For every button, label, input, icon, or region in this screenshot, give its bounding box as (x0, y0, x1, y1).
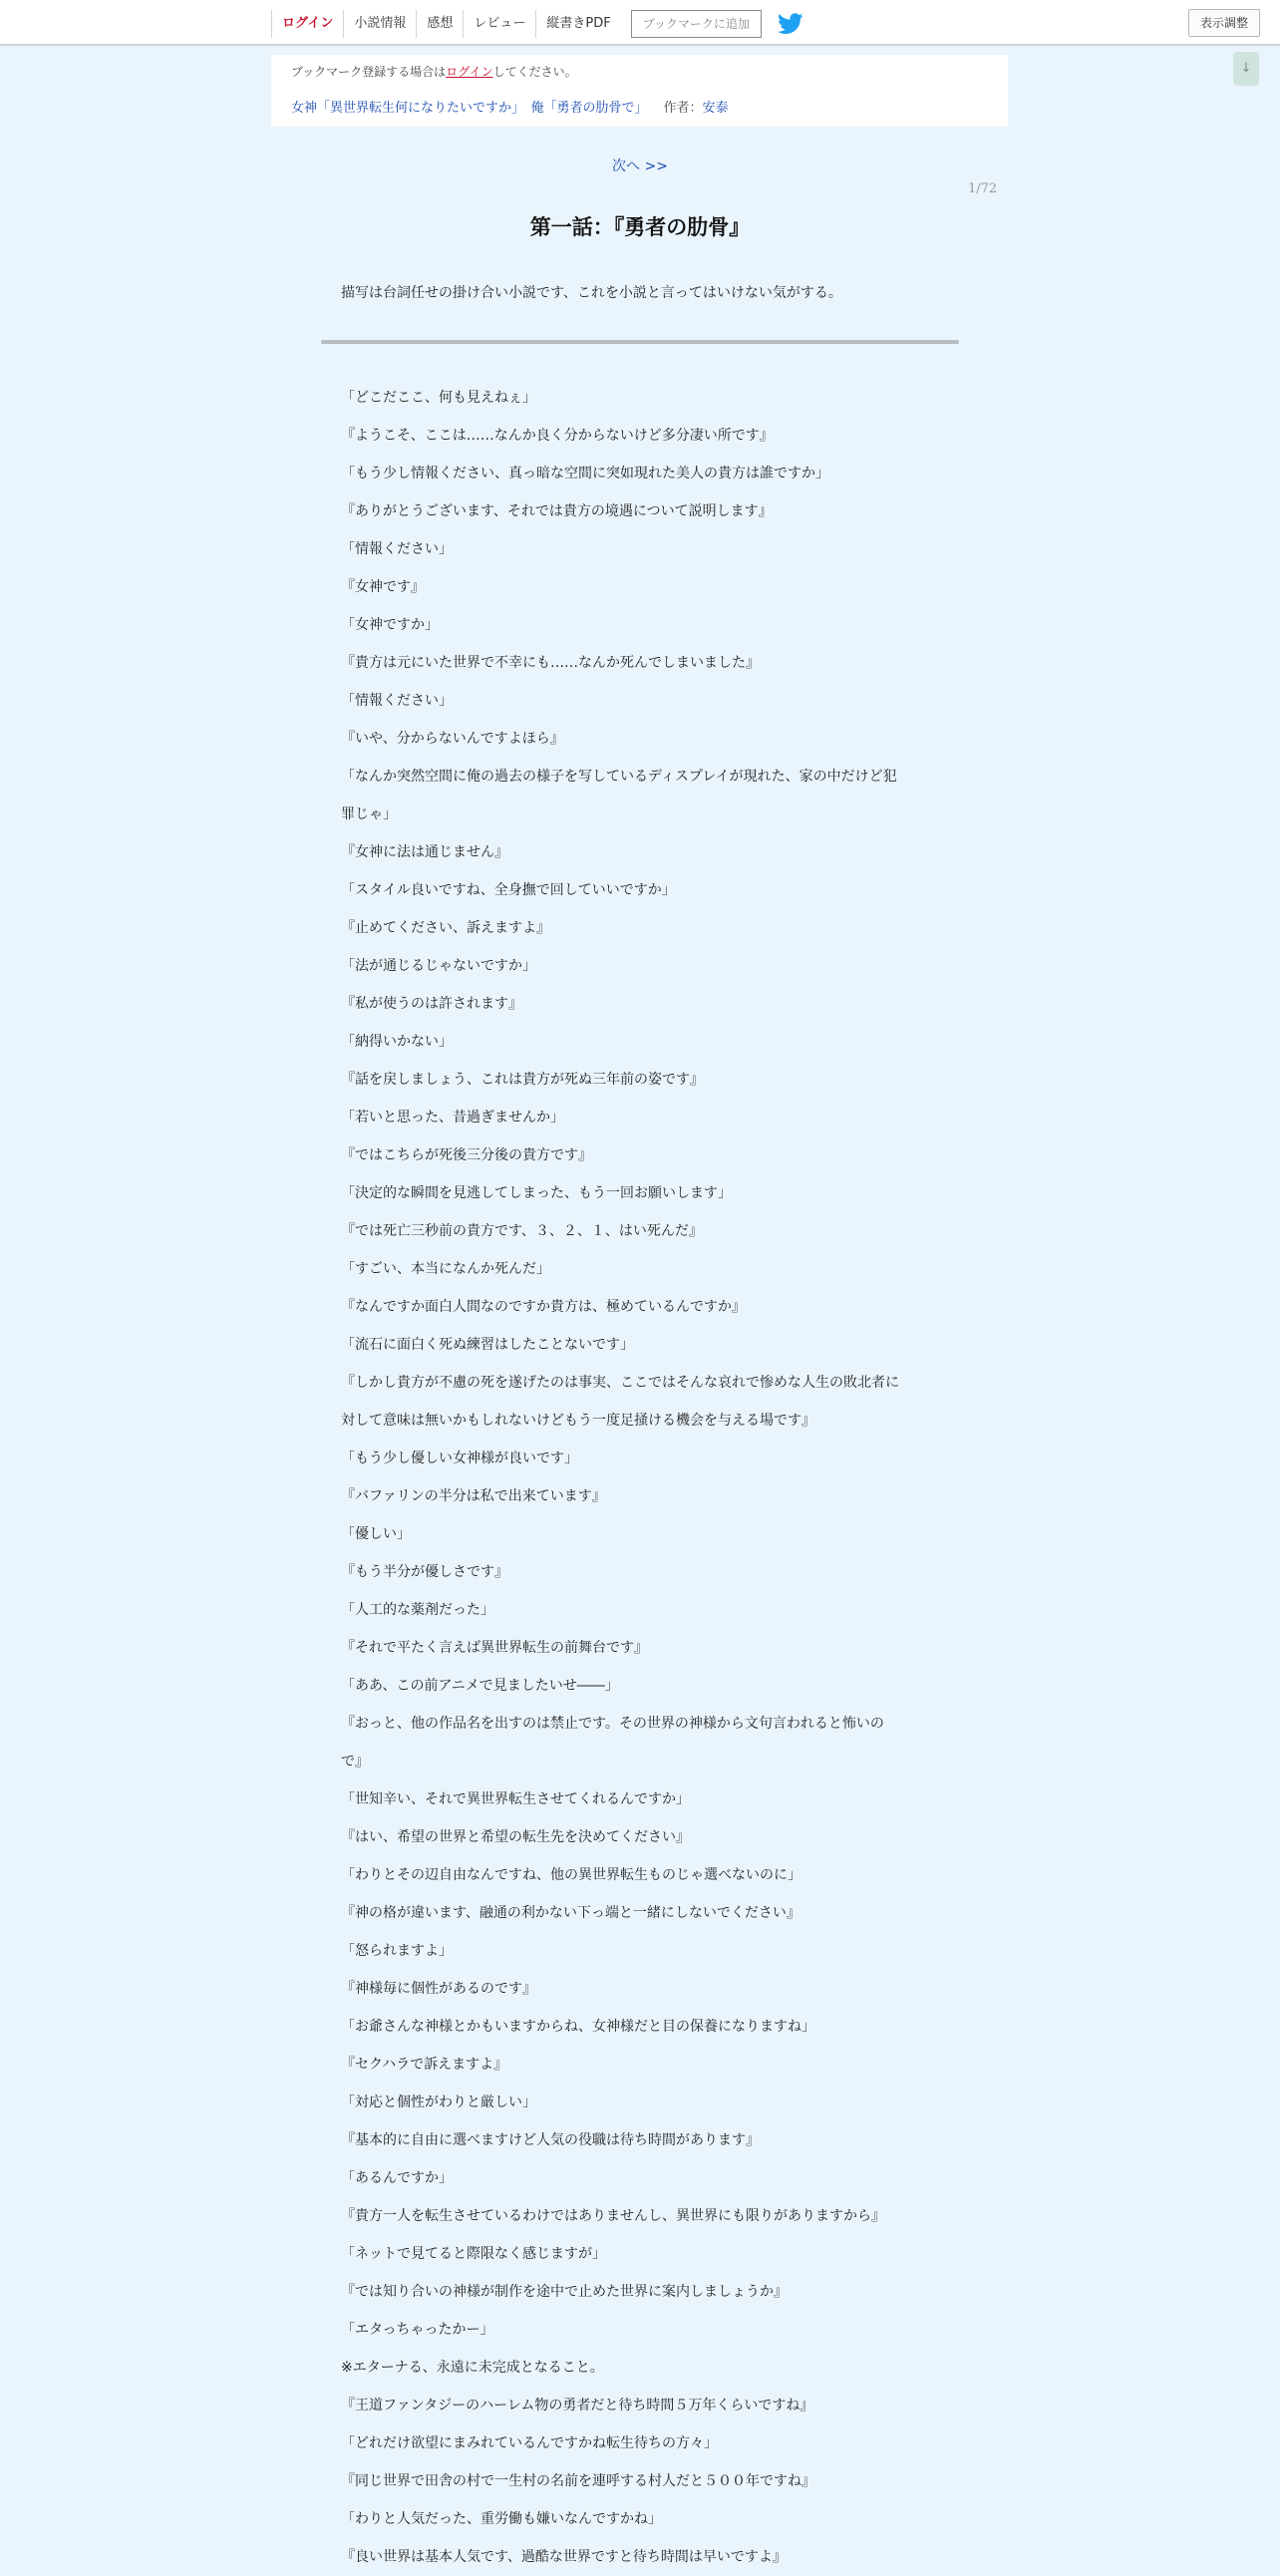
body-line: 『もう半分が優しさです』 (341, 1564, 508, 1580)
body-line: 対して意味は無いかもしれないけどもう一度足掻ける機会を与える場です』 (341, 1413, 815, 1429)
body-line: 「流石に面白く死ぬ練習はしたことないです」 (341, 1337, 634, 1353)
author-label: 作者： (663, 101, 703, 116)
body-line: 『ようこそ、ここは……なんか良く分からないけど多分凄い所です』 (341, 428, 774, 444)
nav-novel-info-link[interactable]: 小説情報 (343, 10, 416, 38)
body-line: 「怒られますよ」 (341, 1943, 453, 1959)
body-line: 「情報ください」 (341, 693, 453, 709)
body-line: 『セクハラで訴えますよ』 (341, 2057, 508, 2073)
body-line: 「対応と個性がわりと厳しい」 (341, 2094, 536, 2110)
next-page-link[interactable]: 次へ >> (612, 159, 668, 174)
body-line: 『貴方一人を転生させているわけではありませんし、異世界にも限りがありますから』 (341, 2208, 885, 2224)
body-line: 『ではこちらが死後三分後の貴方です』 (341, 1147, 592, 1163)
body-line: 「法が通じるじゃないですか」 (341, 958, 536, 974)
body-line: 「すごい、本当になんか死んだ」 (341, 1261, 550, 1277)
body-line: 「人工的な薬剤だった」 (341, 1602, 494, 1618)
bookmark-login-notice (291, 63, 577, 80)
body-line: 『私が使うのは許されます』 (341, 996, 522, 1012)
header-nav (271, 10, 803, 38)
body-line: 「どれだけ欲望にまみれているんですかね転生待ちの方々」 (341, 2435, 718, 2451)
series-title-link[interactable]: 女神「異世界転生何になりたいですか」 俺「勇者の肋骨で」 (291, 101, 648, 116)
body-line: 『神の格が違います、融通の利かない下っ端と一緒にしないでください』 (341, 1905, 800, 1921)
body-line: 『良い世界は基本人気です、過酷な世界ですと待ち時間は早いですよ』 (341, 2549, 787, 2565)
body-line: 『それで平たく言えば異世界転生の前舞台です』 (341, 1640, 648, 1656)
body-line: 罪じゃ」 (341, 806, 397, 822)
body-line: 『しかし貴方が不慮の死を遂げたのは事実、ここではそんな哀れで惨めな人生の敗北者に (341, 1375, 899, 1391)
body-line: 「若いと思った、昔過ぎませんか」 (341, 1110, 564, 1126)
body-line: 『基本的に自由に選べますけど人気の役職は待ち時間があります』 (341, 2132, 760, 2148)
nav-impressions-link[interactable]: 感想 (416, 10, 463, 38)
body-line: 「どこだここ、何も見えねぇ」 (341, 390, 536, 406)
page-number: 1/72 (968, 181, 998, 196)
twitter-bird-icon[interactable] (778, 13, 803, 35)
body-line: 『女神に法は通じません』 (341, 844, 508, 860)
display-settings-button[interactable]: 表示調整 (1188, 9, 1260, 37)
body-line: 『王道ファンタジーのハーレム物の勇者だと待ち時間５万年くらいですね』 (341, 2398, 814, 2414)
body-line: 『女神です』 (341, 579, 425, 595)
body-line: 『では死亡三秒前の貴方です、３、２、１、はい死んだ』 (341, 1223, 703, 1239)
body-line: 「わりと人気だった、重労働も嫌いなんですかね」 (341, 2511, 662, 2527)
body-line: 「ああ、この前アニメで見ましたいせ――」 (341, 1678, 619, 1694)
body-line: 『止めてください、訴えますよ』 (341, 920, 550, 936)
body-line: 『神様毎に個性があるのです』 (341, 1981, 536, 1997)
chapter-title: 第一話：『勇者の肋骨』 (529, 215, 751, 239)
body-line: 「なんか突然空間に俺の過去の様子を写しているディスプレイが現れた、家の中だけど犯 (341, 769, 897, 785)
body-line: 『貴方は元にいた世界で不幸にも……なんか死んでしまいました』 (341, 655, 760, 671)
body-line: 「世知辛い、それで異世界転生させてくれるんですか」 (341, 1791, 690, 1807)
body-line: 「わりとその辺自由なんですね、他の異世界転生ものじゃ選べないのに」 (341, 1867, 801, 1883)
nav-vertical-pdf-link[interactable]: 縦書きPDF (535, 10, 620, 38)
body-line: ※エターナる、永遠に未完成となること。 (341, 2360, 604, 2376)
body-line: 『話を戻しましょう、これは貴方が死ぬ三年前の姿です』 (341, 1072, 704, 1088)
body-line: 「情報ください」 (341, 541, 453, 557)
nav-login-link[interactable]: ログイン (271, 10, 343, 38)
top-navigation-bar (0, 0, 1280, 46)
body-line: 『では知り合いの神様が制作を途中で止めた世界に案内しましょうか』 (341, 2284, 788, 2300)
twitter-bird-svg (778, 13, 803, 35)
nav-review-link[interactable]: レビュー (463, 10, 535, 38)
body-line: 「スタイル良いですね、全身撫で回していいですか」 (341, 882, 676, 898)
chapter-body (341, 379, 949, 2576)
body-line: 『おっと、他の作品名を出すのは禁止です。その世界の神様から文句言われると怖いの (341, 1716, 884, 1732)
body-line: で』 (341, 1754, 369, 1770)
body-line: 『なんですか面白人間なのですか貴方は、極めているんですか』 (341, 1299, 746, 1315)
body-line: 『同じ世界で田舎の村で一生村の名前を連呼する村人だと５００年ですね』 (341, 2473, 815, 2489)
notice-text-before: ブックマーク登録する場合は (291, 65, 447, 79)
preface-divider (321, 340, 959, 344)
body-line: 『ありがとうございます、それでは貴方の境遇について説明します』 (341, 503, 773, 519)
body-line: 「納得いかない」 (341, 1034, 453, 1050)
body-line: 『いや、分からないんですよほら』 (341, 731, 564, 747)
author-name-link[interactable]: 安泰 (702, 101, 729, 116)
novel-breadcrumb (291, 97, 729, 116)
novel-info-panel (271, 55, 1008, 127)
body-line: 「女神ですか」 (341, 617, 439, 633)
body-line: 「お爺さんな神様とかもいますからね、女神様だと目の保養になりますね」 (341, 2019, 815, 2035)
body-line: 「エタっちゃったかー」 (341, 2322, 494, 2338)
chapter-preface: 描写は台詞任せの掛け合い小説です、これを小説と言ってはいけない気がする。 (341, 285, 842, 301)
notice-login-link[interactable]: ログイン (446, 65, 493, 79)
body-line: 「決定的な瞬間を見逃してしまった、もう一回お願いします」 (341, 1185, 732, 1201)
body-line: 「もう少し優しい女神様が良いです」 (341, 1450, 578, 1466)
body-line: 「ネットで見てると際限なく感じますが」 (341, 2246, 606, 2262)
body-line: 「あるんですか」 (341, 2170, 453, 2186)
body-line: 『はい、希望の世界と希望の転生先を決めてください』 (341, 1829, 690, 1845)
body-line: 「もう少し情報ください、真っ暗な空間に突如現れた美人の貴方は誰ですか」 (341, 466, 829, 482)
notice-text-after: してください。 (492, 65, 577, 79)
add-bookmark-button[interactable]: ブックマークに追加 (631, 10, 762, 38)
body-line: 『バファリンの半分は私で出来ています』 (341, 1488, 606, 1504)
scroll-down-button[interactable]: ↓ (1233, 52, 1259, 86)
body-line: 「優しい」 (341, 1526, 411, 1542)
